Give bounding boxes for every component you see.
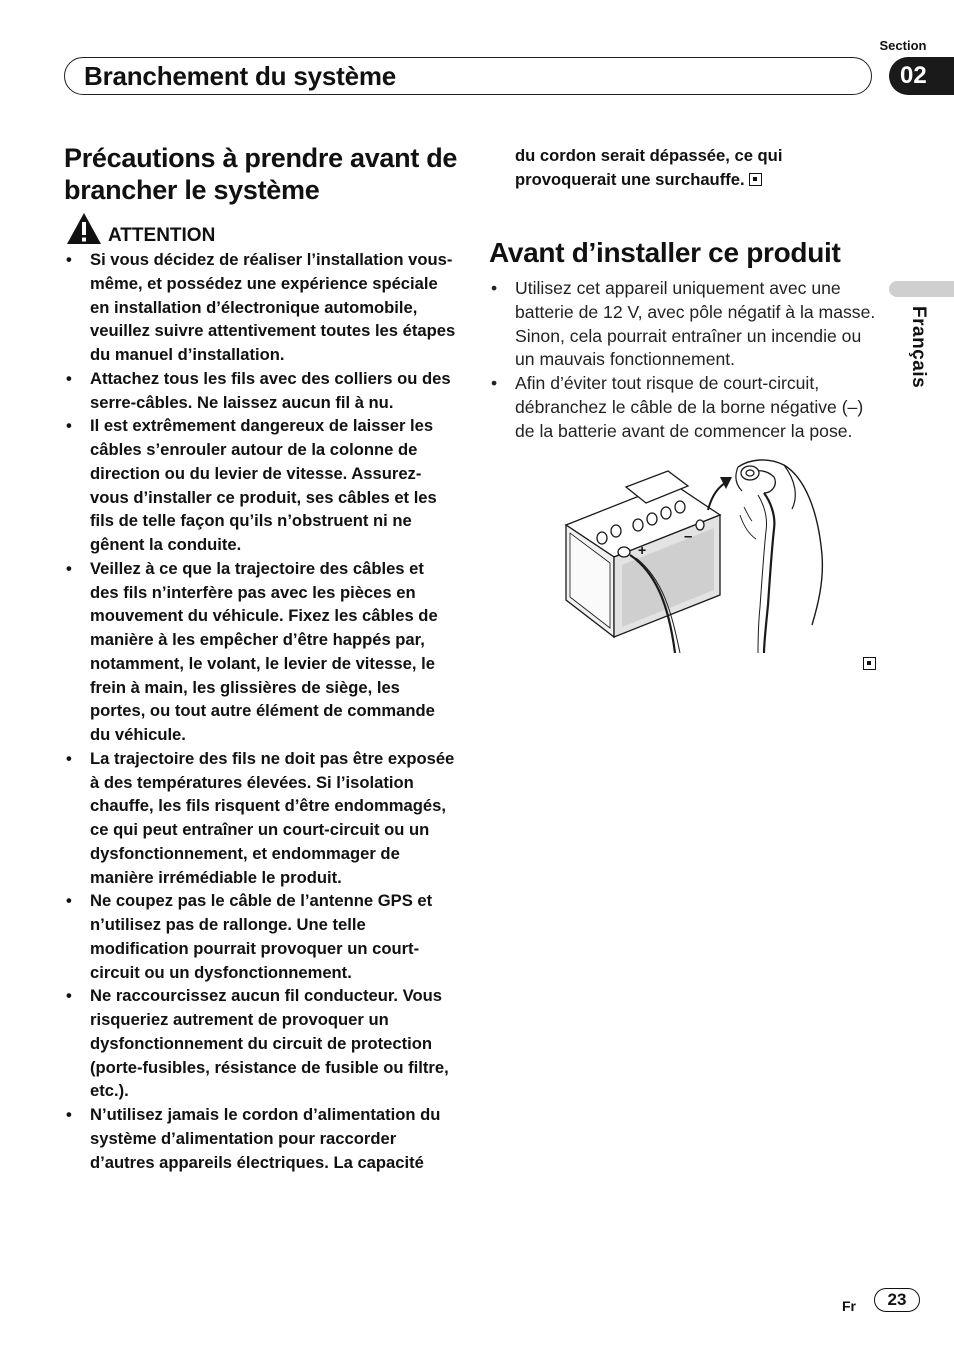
- warning-triangle-icon: [66, 212, 102, 245]
- section-number-badge: 02: [889, 57, 954, 95]
- list-item: • Il est extrêmement dangereux de laisser les câbles s’enrouler autour de la colonne de direction ou du levier de vitesse. Assurez-vous d’installer ce produit, ses câbles et les fils de telle façon qu’ils n’obstruent ni ne gênent la conduite.: [64, 414, 456, 557]
- attention-title: ATTENTION: [108, 225, 216, 246]
- list-item: • Ne coupez pas le câble de l’antenne GPS et n’utilisez pas de rallonge. Une telle modification pourrait provoquer un court-circuit ou un dysfonctionnement.: [64, 889, 456, 984]
- continued-text-body: du cordon serait dépassée, ce qui provoquerait une surchauffe.: [515, 146, 783, 189]
- before-install-heading: Avant d’installer ce produit: [489, 237, 841, 268]
- list-item: • Afin d’éviter tout risque de court-circuit, débranchez le câble de la borne négative (–) de la batterie avant de commencer la pose.: [489, 372, 881, 443]
- precautions-list: [64, 248, 456, 1174]
- list-item: • Si vous décidez de réaliser l’installation vous-même, et possédez une expérience spéciale en installation d’électronique automobile, veuillez suivre attentivement toutes les étapes du manuel d’installation.: [64, 248, 456, 367]
- plus-terminal-label: +: [638, 542, 647, 558]
- section-label: Section: [879, 38, 927, 53]
- language-tab-marker: [889, 281, 954, 297]
- precautions-heading: Précautions à prendre avant de brancher le système: [64, 143, 458, 205]
- page-title: Branchement du système: [84, 61, 397, 91]
- end-of-section-icon: [749, 173, 762, 186]
- end-of-section-icon: [863, 657, 876, 670]
- list-item: • Attachez tous les fils avec des colliers ou des serre-câbles. Ne laissez aucun fil à nu.: [64, 367, 456, 415]
- continued-text: [515, 144, 875, 192]
- list-item: • Veillez à ce que la trajectoire des câbles et des fils n’interfère pas avec les pièces en mouvement du véhicule. Fixez les câbles de manière à les empêcher d’être happés par, notamment, le volant, le levier de vitesse, le frein à main, les glissières de siège, les portes, ou tout autre élément de commande du véhicule.: [64, 557, 456, 747]
- minus-terminal-label: –: [684, 528, 693, 545]
- battery-disconnect-illustration: [560, 455, 830, 655]
- page-number: 23: [874, 1288, 920, 1312]
- list-item: • Utilisez cet appareil uniquement avec une batterie de 12 V, avec pôle négatif à la masse. Sinon, cela pourrait entraîner un incendie ou un mauvais fonctionnement.: [489, 277, 881, 372]
- list-item: • La trajectoire des fils ne doit pas être exposée à des températures élevées. Si l’isolation chauffe, les fils risquent d’être endommagés, ce qui peut entraîner un court-circuit ou un dysfonctionnement, et endommager de manière irrémédiable le produit.: [64, 747, 456, 890]
- list-item: • N’utilisez jamais le cordon d’alimentation du système d’alimentation pour raccorder d’autres appareils électriques. La capacité: [64, 1103, 456, 1174]
- footer-language: Fr: [842, 1298, 856, 1314]
- language-tab-label: Français: [908, 306, 929, 389]
- list-item: • Ne raccourcissez aucun fil conducteur. Vous risqueriez autrement de provoquer un dysfonctionnement du circuit de protection (porte-fusibles, résistance de fusible ou filtre, etc.).: [64, 984, 456, 1103]
- before-install-list: [489, 277, 881, 443]
